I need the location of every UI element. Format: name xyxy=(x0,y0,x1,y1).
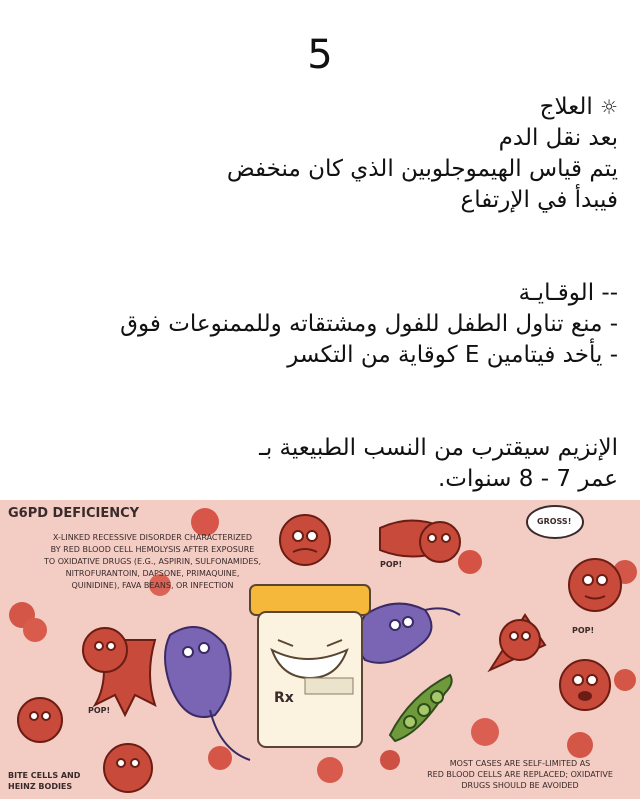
bite-cells-label: BITE CELLS AND HEINZ BODIES xyxy=(8,771,81,791)
prevention-item: - منع تناول الطفل للفول ومشتقاته وللممنوعات فوق xyxy=(120,311,618,337)
pop-label: POP! xyxy=(88,706,111,715)
prevention-item: - يأخد فيتامين E كوقاية من التكسر xyxy=(287,342,618,368)
pill-bottle xyxy=(250,585,370,747)
desc-line: X-LINKED RECESSIVE DISORDER CHARACTERIZED xyxy=(52,533,253,542)
treatment-line: بعد نقل الدم xyxy=(498,125,618,151)
speech-text: GROSS! xyxy=(537,517,572,526)
enzyme-note-line: الإنزيم سيقترب من النسب الطبيعية بـ xyxy=(259,435,618,461)
sun-icon: ☼ xyxy=(600,95,618,119)
desc-line: QUINIDINE), FAVA BEANS, OR INFECTION xyxy=(71,581,234,590)
fava-bean-pod xyxy=(390,675,452,741)
treatment-heading-row xyxy=(18,92,618,123)
pop-label: POP! xyxy=(380,560,403,569)
treatment-line: يتم قياس الهيموجلوبين الذي كان منخفض xyxy=(226,156,618,182)
treatment-heading: العلاج xyxy=(539,94,593,120)
page-number: 5 xyxy=(307,32,333,78)
illustration-title: G6PD DEFICIENCY xyxy=(8,506,140,521)
prevention-heading: -- الوقـايـة xyxy=(518,280,618,306)
illustration-description xyxy=(30,532,275,592)
enzyme-note-line: عمر 7 - 8 سنوات. xyxy=(438,466,618,492)
desc-line: NITROFURANTOIN, DAPSONE, PRIMAQUINE, xyxy=(65,569,240,578)
rx-label: Rx xyxy=(274,690,294,706)
treatment-line: فيبدأ في الإرتفاع xyxy=(460,187,618,213)
footer-note: MOST CASES ARE SELF-LIMITED AS RED BLOOD CELLS ARE REPLACED; OXIDATIVE DRUGS SHOULD BE AVOIDED xyxy=(427,759,613,790)
desc-line: TO OXIDATIVE DRUGS (E.G., ASPIRIN, SULFONAMIDES, xyxy=(43,557,262,566)
g6pd-illustration xyxy=(0,500,640,799)
pop-label: POP! xyxy=(572,626,595,635)
desc-line: BY RED BLOOD CELL HEMOLYSIS AFTER EXPOSURE xyxy=(50,545,255,554)
arabic-notes xyxy=(18,92,618,495)
